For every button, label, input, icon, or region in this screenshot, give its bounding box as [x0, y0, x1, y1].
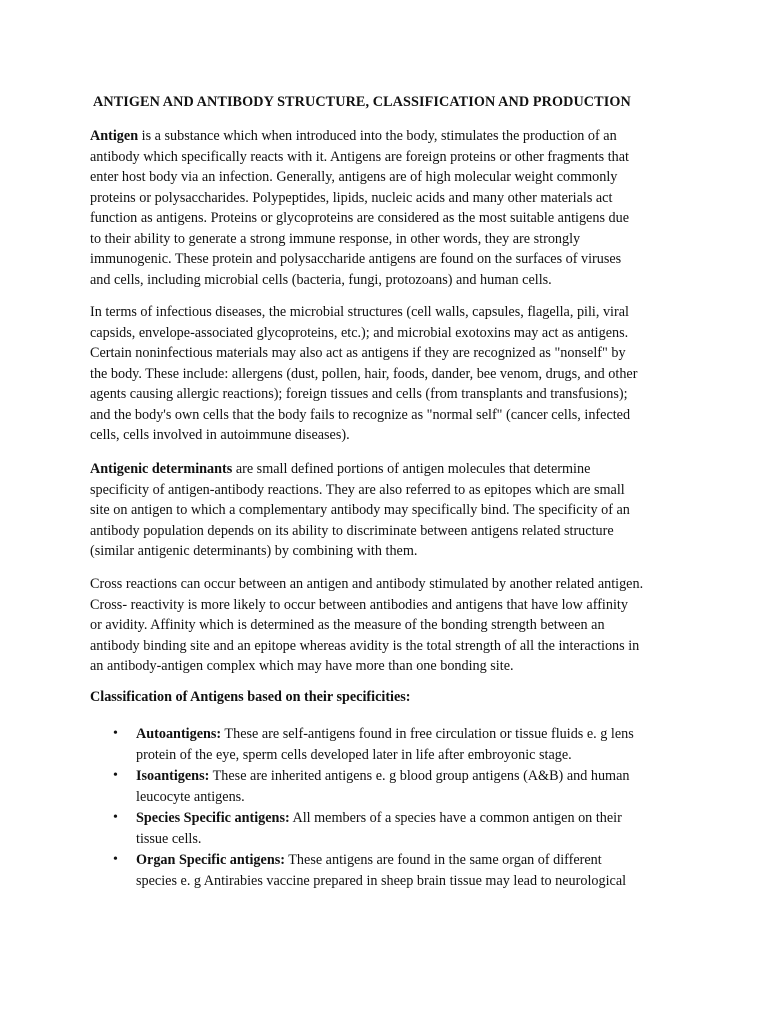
paragraph-line: In terms of infectious diseases, the microbial structures (cell walls, capsules, flagella, pili, viral: [90, 304, 629, 320]
list-item-species-specific: [90, 808, 690, 849]
paragraph-line: Cross- reactivity is more likely to occur between antibodies and antigens that have low affinity: [90, 596, 628, 613]
list-item-line: species e. g Antirabies vaccine prepared in sheep brain tissue may lead to neurological: [136, 872, 627, 889]
classification-heading: Classification of Antigens based on their specificities:: [90, 689, 411, 705]
list-item-line: Species Specific antigens: All members of a species have a common antigen on their: [136, 810, 622, 826]
paragraph-line: and the body's own cells that the body fails to recognize as "normal self" (cancer cells, infected: [90, 406, 631, 423]
term-autoantigens: Autoantigens:: [136, 726, 222, 742]
classification-list: [90, 724, 690, 892]
list-item-line: Isoantigens: These are inherited antigens e. g blood group antigens (A&B) and human: [136, 768, 630, 784]
paragraph-line: Cross reactions can occur between an antigen and antibody stimulated by another related antigen.: [90, 576, 644, 592]
term-antigenic-determinants: Antigenic determinants: [90, 461, 233, 477]
list-item-line: Organ Specific antigens: These antigens are found in the same organ of different: [136, 852, 602, 868]
bullet-icon: •: [113, 810, 118, 825]
paragraph-line: the body. These include: allergens (dust, pollen, hair, foods, dander, bee venom, drugs, and other: [90, 365, 638, 382]
paragraph-line: an antibody-antigen complex which may have more than one bonding site.: [90, 658, 514, 674]
paragraph-antigen-definition: [90, 126, 690, 290]
paragraph-line: Antigen is a substance which when introduced into the body, stimulates the production of an: [90, 128, 617, 144]
bullet-icon: •: [113, 768, 118, 783]
paragraph-antigenic-determinants: [90, 459, 690, 562]
list-item-line: tissue cells.: [136, 830, 202, 847]
bullet-icon: •: [113, 726, 118, 741]
paragraph-line: specificity of antigen-antibody reactions. They are also referred to as epitopes which are small: [90, 481, 625, 498]
list-item-isoantigens: [90, 766, 690, 807]
paragraph-line: antibody which specifically reacts with it. Antigens are foreign proteins or other fragments that: [90, 148, 629, 165]
document-title: ANTIGEN AND ANTIBODY STRUCTURE, CLASSIFICATION AND PRODUCTION: [93, 94, 631, 110]
term-antigen: Antigen: [90, 128, 139, 144]
paragraph-cross-reactions: [90, 574, 690, 677]
list-item-line: leucocyte antigens.: [136, 788, 245, 805]
paragraph-line: function as antigens. Proteins or glycoproteins are considered as the most suitable antigens due: [90, 210, 629, 226]
paragraph-line: Certain noninfectious materials may also act as antigens if they are recognized as "nonself" by: [90, 345, 626, 361]
paragraph-line: Antigenic determinants are small defined portions of antigen molecules that determine: [90, 461, 591, 477]
list-item-line: protein of the eye, sperm cells developed later in life after embroyonic stage.: [136, 746, 572, 763]
paragraph-line: cells, cells involved in autoimmune diseases).: [90, 427, 350, 443]
paragraph-line: enter host body via an infection. Generally, antigens are of high molecular weight commonly: [90, 169, 618, 185]
list-item-line: Autoantigens: These are self-antigens found in free circulation or tissue fluids e. g lens: [136, 726, 634, 742]
paragraph-line: site on antigen to which a complementary antibody may specifically bind. The specificity of an: [90, 502, 630, 518]
paragraph-line: immunogenic. These protein and polysaccharide antigens are found on the surfaces of viruses: [90, 251, 622, 267]
term-isoantigens: Isoantigens:: [136, 768, 210, 784]
bullet-icon: •: [113, 852, 118, 867]
paragraph-line: antibody binding site and an epitope whereas avidity is the total strength of all the interactions in: [90, 637, 640, 654]
paragraph-line: (similar antigenic determinants) by combining with them.: [90, 543, 418, 559]
paragraph-line: capsids, envelope-associated glycoproteins, etc.); and microbial exotoxins may act as antigens.: [90, 324, 629, 341]
paragraph-line: or avidity. Affinity which is determined as the measure of the bonding strength between an: [90, 617, 605, 633]
list-item-organ-specific: [90, 850, 690, 891]
paragraph-infectious-diseases: [90, 302, 690, 446]
paragraph-line: proteins or polysaccharides. Polypeptides, lipids, nucleic acids and many other materials act: [90, 189, 613, 206]
paragraph-line: and cells, including microbial cells (bacteria, fungi, protozoans) and human cells.: [90, 271, 552, 288]
list-item-autoantigens: [90, 724, 690, 765]
paragraph-line: agents causing allergic reactions); foreign tissues and cells (from transplants and transfusions);: [90, 386, 628, 402]
paragraph-line: antibody population depends on its ability to discriminate between antigens related structure: [90, 522, 614, 539]
term-species-specific: Species Specific antigens:: [136, 810, 290, 826]
paragraph-line: to their ability to generate a strong immune response, in other words, they are strongly: [90, 230, 581, 247]
term-organ-specific: Organ Specific antigens:: [136, 852, 285, 868]
